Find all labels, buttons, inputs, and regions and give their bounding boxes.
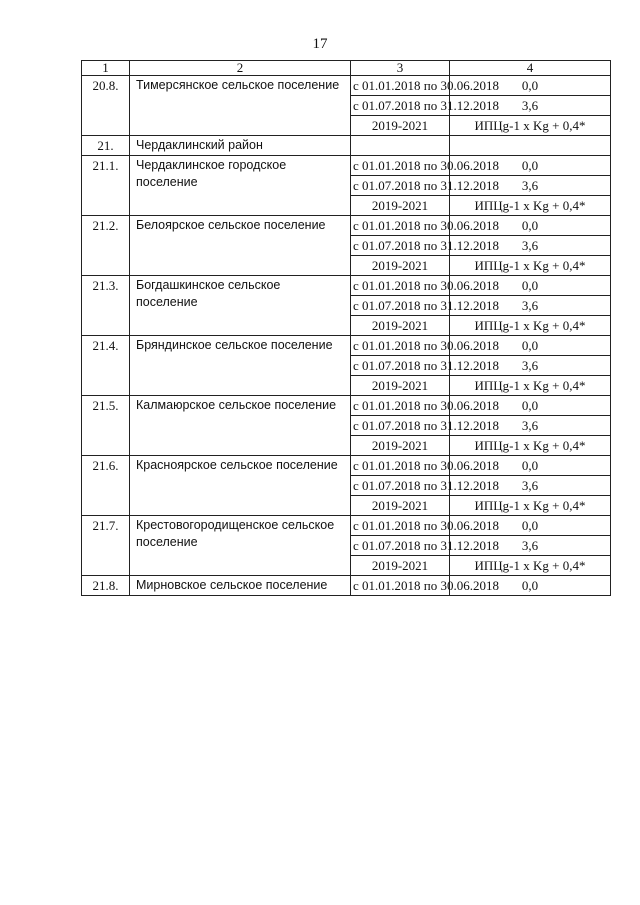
rate-cell: 3,6 [450, 296, 611, 316]
page-number: 17 [312, 36, 328, 52]
table-row [82, 576, 611, 596]
period-cell: 2019-2021 [351, 376, 450, 396]
row-number: 21.5. [82, 396, 130, 456]
column-header-1: 1 [82, 61, 130, 76]
row-number: 21.4. [82, 336, 130, 396]
row-number: 21.7. [82, 516, 130, 576]
settlement-name: Чердаклинское городское поселение [130, 156, 351, 216]
rate-cell: 0,0 [450, 156, 611, 176]
row-number: 20.8. [82, 76, 130, 136]
rate-cell: 0,0 [450, 516, 611, 536]
rate-cell: 3,6 [450, 416, 611, 436]
header-row [82, 61, 611, 76]
rate-cell: 3,6 [450, 476, 611, 496]
column-header-3: 3 [351, 61, 450, 76]
rate-cell: 0,0 [450, 216, 611, 236]
period-cell: с 01.01.2018 по 30.06.2018 [351, 516, 450, 536]
period-cell: с 01.07.2018 по 31.12.2018 [351, 356, 450, 376]
rate-cell: 0,0 [450, 576, 611, 596]
period-cell: 2019-2021 [351, 316, 450, 336]
table-row [82, 456, 611, 476]
period-cell: с 01.07.2018 по 31.12.2018 [351, 96, 450, 116]
period-cell: 2019-2021 [351, 496, 450, 516]
period-cell: с 01.01.2018 по 30.06.2018 [351, 396, 450, 416]
table-row [82, 136, 611, 156]
settlement-name: Крестовогородищенское сельское поселение [130, 516, 351, 576]
row-number: 21.2. [82, 216, 130, 276]
rate-cell: ИПЦg-1 x Kg + 0,4* [450, 116, 611, 136]
settlement-name: Белоярское сельское поселение [130, 216, 351, 276]
period-cell: 2019-2021 [351, 436, 450, 456]
period-cell: с 01.01.2018 по 30.06.2018 [351, 576, 450, 596]
period-cell: с 01.01.2018 по 30.06.2018 [351, 276, 450, 296]
period-cell: с 01.01.2018 по 30.06.2018 [351, 76, 450, 96]
rate-cell: ИПЦg-1 x Kg + 0,4* [450, 256, 611, 276]
rate-cell: 0,0 [450, 276, 611, 296]
period-cell-empty [351, 136, 450, 156]
rate-cell: 3,6 [450, 236, 611, 256]
rate-cell: 3,6 [450, 96, 611, 116]
period-cell: с 01.07.2018 по 31.12.2018 [351, 416, 450, 436]
period-cell: 2019-2021 [351, 196, 450, 216]
period-cell: с 01.01.2018 по 30.06.2018 [351, 156, 450, 176]
rate-cell: ИПЦg-1 x Kg + 0,4* [450, 556, 611, 576]
column-header-2: 2 [130, 61, 351, 76]
period-cell: с 01.01.2018 по 30.06.2018 [351, 456, 450, 476]
table-row [82, 216, 611, 236]
rate-cell: ИПЦg-1 x Kg + 0,4* [450, 376, 611, 396]
rate-cell: ИПЦg-1 x Kg + 0,4* [450, 196, 611, 216]
period-cell: 2019-2021 [351, 556, 450, 576]
row-number: 21. [82, 136, 130, 156]
rate-cell-empty [450, 136, 611, 156]
period-cell: 2019-2021 [351, 116, 450, 136]
row-number: 21.1. [82, 156, 130, 216]
settlement-name: Красноярское сельское поселение [130, 456, 351, 516]
table-body [82, 76, 611, 596]
row-number: 21.6. [82, 456, 130, 516]
rate-cell: ИПЦg-1 x Kg + 0,4* [450, 316, 611, 336]
period-cell: с 01.07.2018 по 31.12.2018 [351, 236, 450, 256]
row-number: 21.3. [82, 276, 130, 336]
rate-cell: 0,0 [450, 76, 611, 96]
row-number: 21.8. [82, 576, 130, 596]
settlement-name: Бряндинское сельское поселение [130, 336, 351, 396]
settlement-name: Чердаклинский район [130, 136, 351, 156]
table-row [82, 516, 611, 536]
table-row [82, 76, 611, 96]
settlement-name: Тимерсянское сельское поселение [130, 76, 351, 136]
table-row [82, 156, 611, 176]
rate-cell: 3,6 [450, 536, 611, 556]
period-cell: с 01.07.2018 по 31.12.2018 [351, 296, 450, 316]
period-cell: с 01.07.2018 по 31.12.2018 [351, 536, 450, 556]
settlement-name: Богдашкинское сельское поселение [130, 276, 351, 336]
rate-cell: 0,0 [450, 396, 611, 416]
rate-cell: 0,0 [450, 456, 611, 476]
rate-cell: 0,0 [450, 336, 611, 356]
period-cell: с 01.01.2018 по 30.06.2018 [351, 336, 450, 356]
period-cell: с 01.01.2018 по 30.06.2018 [351, 216, 450, 236]
period-cell: с 01.07.2018 по 31.12.2018 [351, 176, 450, 196]
rate-cell: ИПЦg-1 x Kg + 0,4* [450, 436, 611, 456]
settlement-name: Калмаюрское сельское поселение [130, 396, 351, 456]
rate-cell: 3,6 [450, 176, 611, 196]
settlement-name: Мирновское сельское поселение [130, 576, 351, 596]
period-cell: 2019-2021 [351, 256, 450, 276]
column-header-4: 4 [450, 61, 611, 76]
table-row [82, 336, 611, 356]
rate-cell: ИПЦg-1 x Kg + 0,4* [450, 496, 611, 516]
table-row [82, 396, 611, 416]
period-cell: с 01.07.2018 по 31.12.2018 [351, 476, 450, 496]
tariff-table [81, 60, 611, 596]
table-row [82, 276, 611, 296]
rate-cell: 3,6 [450, 356, 611, 376]
